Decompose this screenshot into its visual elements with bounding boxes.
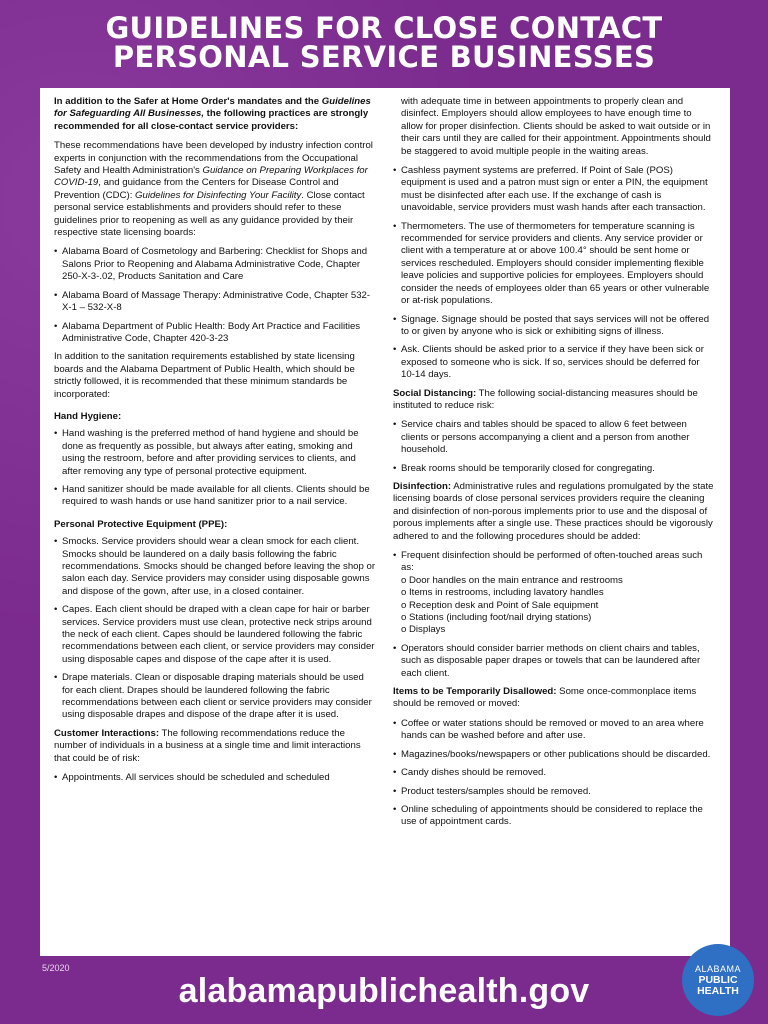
disinfection-paragraph: [393, 481, 716, 543]
page-title: [0, 11, 768, 74]
list-item: • Cashless payment systems are preferred. If Point of Sale (POS) equipment is used and a patron must sign or enter a PIN, the equipment must be disinfected after each use. If the exchange of cash is unavoidable, service providers must wash hands after each transaction.: [393, 165, 716, 215]
list-item: • Break rooms should be temporarily closed for congregating.: [393, 463, 716, 475]
list-item: • Alabama Board of Cosmetology and Barbering: Checklist for Shops and Salons Prior to Reopening and Alabama Administrative Code, Chapter 250-X-3-.02, Products Sanitation and Care: [54, 246, 377, 283]
social-distancing-heading: Social Distancing:: [393, 387, 477, 399]
list-item: • Online scheduling of appointments should be considered to replace the use of appointment cards.: [393, 804, 716, 829]
items-disallowed-list: [393, 718, 716, 829]
sub-item: o Door handles on the main entrance and restrooms: [401, 574, 623, 586]
hand-hygiene-heading: Hand Hygiene:: [54, 410, 122, 422]
social-distancing-paragraph: [393, 388, 716, 413]
list-item: • Appointments. All services should be scheduled and scheduled: [54, 772, 377, 784]
recommendations-paragraph: [54, 140, 377, 239]
ppe-heading: Personal Protective Equipment (PPE):: [54, 518, 228, 530]
website-link[interactable]: alabamapublichealth.gov: [178, 972, 590, 1010]
list-item: • Coffee or water stations should be removed or moved to an area where hands can be washed before and after use.: [393, 718, 716, 743]
disinfection-heading: Disinfection:: [393, 480, 452, 492]
list-item: • Drape materials. Clean or disposable draping materials should be used for each client. Drapes should be laundered following the fabric recommendations between each client or service providers may consider using disposable drapes and dispose of the drape after it is used.: [54, 672, 377, 722]
list-item: • Hand sanitizer should be made available for all clients. Clients should be required to wash hands or use hand sanitizer prior to a nail service.: [54, 484, 377, 509]
disinfection-sublist: [401, 575, 716, 637]
customer-interactions-heading: Customer Interactions:: [54, 727, 160, 739]
list-item: • Signage. Signage should be posted that says services will not be offered to or given by anyone who is sick or exhibiting signs of illness.: [393, 314, 716, 339]
logo-line-2: PUBLIC: [698, 973, 738, 986]
social-distancing-text: The following social-distancing measures should be instituted to reduce risk:: [393, 387, 698, 411]
customer-interactions-paragraph: [54, 728, 377, 765]
rec-text-d: Guidelines for Disinfecting Your Facility: [135, 189, 302, 201]
customer-interactions-list-continued: [393, 165, 716, 382]
intro-text-a: In addition to the Safer at Home Order's mandates and the: [54, 96, 322, 107]
intro-text-c: the following practices are strongly recommended for all close-contact service providers:: [54, 108, 369, 132]
licensing-boards-list: [54, 246, 377, 345]
rec-text-a: These recommendations have been developed by industry infection control experts in conjunction with the recommendations from the Occupational Safety and Health Administration's: [54, 140, 373, 177]
left-column: [54, 96, 377, 956]
list-item: • Smocks. Service providers should wear a clean smock for each client. Smocks should be laundered on a daily basis following the fabric recommendations. Smocks should be changed before leaving the shop or salon each day. Service providers may consider using disposable gowns and dispose of the gown, after use, in a closed container.: [54, 536, 377, 598]
list-item: • Hand washing is the preferred method of hand hygiene and should be done as frequently as possible, but always after eating, smoking and using the restroom, before and after providing services to clients, and after removing any type of personal protective equipment.: [54, 428, 377, 478]
rec-text-e: . Close contact personal service establishments and providers should refer to these guidelines prior to reopening as well as any guidance provided by their respective state licensing boards:: [54, 189, 365, 239]
logo-line-3: HEALTH: [697, 984, 739, 997]
customer-interactions-list: [54, 772, 377, 784]
list-item: • Thermometers. The use of thermometers for temperature scanning is recommended for service providers and clients. Any service provider or client with a temperature at or above 100.4° should be sent home or services rescheduled. Employers should consider implementing flexible leave policies and supportive policies for employees. Employers should consider the needs of employees older than 65 years or other vulnerable or at-risk populations.: [393, 221, 716, 308]
items-disallowed-paragraph: [393, 686, 716, 711]
disinfection-lead: Frequent disinfection should be performed of often-touched areas such as:: [401, 550, 703, 574]
title-line-1: GUIDELINES FOR CLOSE CONTACT: [105, 11, 663, 45]
list-item: • Product testers/samples should be removed.: [393, 786, 716, 798]
sub-item: o Reception desk and Point of Sale equipment: [401, 599, 599, 611]
list-item: • Operators should consider barrier methods on client chairs and tables, such as disposable paper drapes or towels that can be laundered after each client.: [393, 643, 716, 680]
logo-line-1: ALABAMA: [694, 963, 742, 974]
list-item: • Service chairs and tables should be spaced to allow 6 feet between clients or persons accompanying a client and a person from another household.: [393, 419, 716, 456]
guidelines-sheet: [40, 88, 730, 956]
hand-hygiene-list: [54, 428, 377, 508]
appointments-continued: with adequate time in between appointments to properly clean and disinfect. Employers should allow employees to have enough time to allow for proper disinfection. Clients should be asked to wait outside or in their cars until they are called for their appointment. Appointments should be staggered to avoid multiple people in the waiting areas.: [401, 96, 711, 157]
list-item: • Capes. Each client should be draped with a clean cape for hair or barber services. Service providers must use clean, protective neck strips around the neck of each client. Capes should be laundered following the fabric recommendations between each client, or service providers may consider using disposable capes and dispose of the cape after it is used.: [54, 604, 377, 666]
disinfection-text: Administrative rules and regulations promulgated by the state licensing boards of close personal services providers require the cleaning and disinfection of non-porous implements prior to use and the disposal of porous implements after a single use. These practices should be vigorously adhered to and the following procedures should be added:: [393, 480, 714, 542]
rec-text-b: Guidance on Preparing Workplaces for COVID-19: [54, 165, 368, 189]
sub-item: o Items in restrooms, including lavatory handles: [401, 587, 604, 599]
list-item: • Alabama Board of Massage Therapy: Administrative Code, Chapter 532-X-1 – 532-X-8: [54, 290, 377, 315]
social-distancing-list: [393, 419, 716, 475]
title-line-2: PERSONAL SERVICE BUSINESSES: [112, 40, 656, 74]
intro-paragraph: [54, 96, 377, 133]
sub-item: o Displays: [401, 624, 446, 636]
sanitation-paragraph: In addition to the sanitation requirements established by state licensing boards and the Alabama Department of Public Health, which should be strictly followed, it is recommended that these minimum standards be incorporated:: [54, 351, 355, 400]
list-item: • Ask. Clients should be asked prior to a service if they have been sick or exposed to someone who is sick. If so, services should be deferred for 10-14 days.: [393, 344, 716, 381]
right-column: [393, 96, 716, 956]
alabama-public-health-logo: [682, 944, 754, 1016]
disinfection-list: [393, 550, 716, 680]
intro-text-b: Guidelines for Safeguarding All Businesses,: [54, 96, 371, 120]
items-disallowed-text: Some once-commonplace items should be removed or moved:: [393, 686, 697, 710]
list-item: • Candy dishes should be removed.: [393, 767, 716, 779]
list-item: • Magazines/books/newspapers or other publications should be discarded.: [393, 749, 716, 761]
rec-text-c: , and guidance from the Centers for Disease Control and Prevention (CDC):: [54, 177, 339, 201]
items-disallowed-heading: Items to be Temporarily Disallowed:: [393, 686, 557, 698]
sub-item: o Stations (including foot/nail drying stations): [401, 612, 592, 624]
list-item: • Alabama Department of Public Health: Body Art Practice and Facilities Administrative Code, Chapter 420-3-23: [54, 321, 377, 346]
ppe-list: [54, 536, 377, 722]
publication-date: 5/2020: [42, 963, 70, 973]
customer-interactions-text: The following recommendations reduce the number of individuals in a business at a single time and limit interactions that could be of risk:: [54, 727, 361, 764]
list-item: [393, 550, 716, 637]
